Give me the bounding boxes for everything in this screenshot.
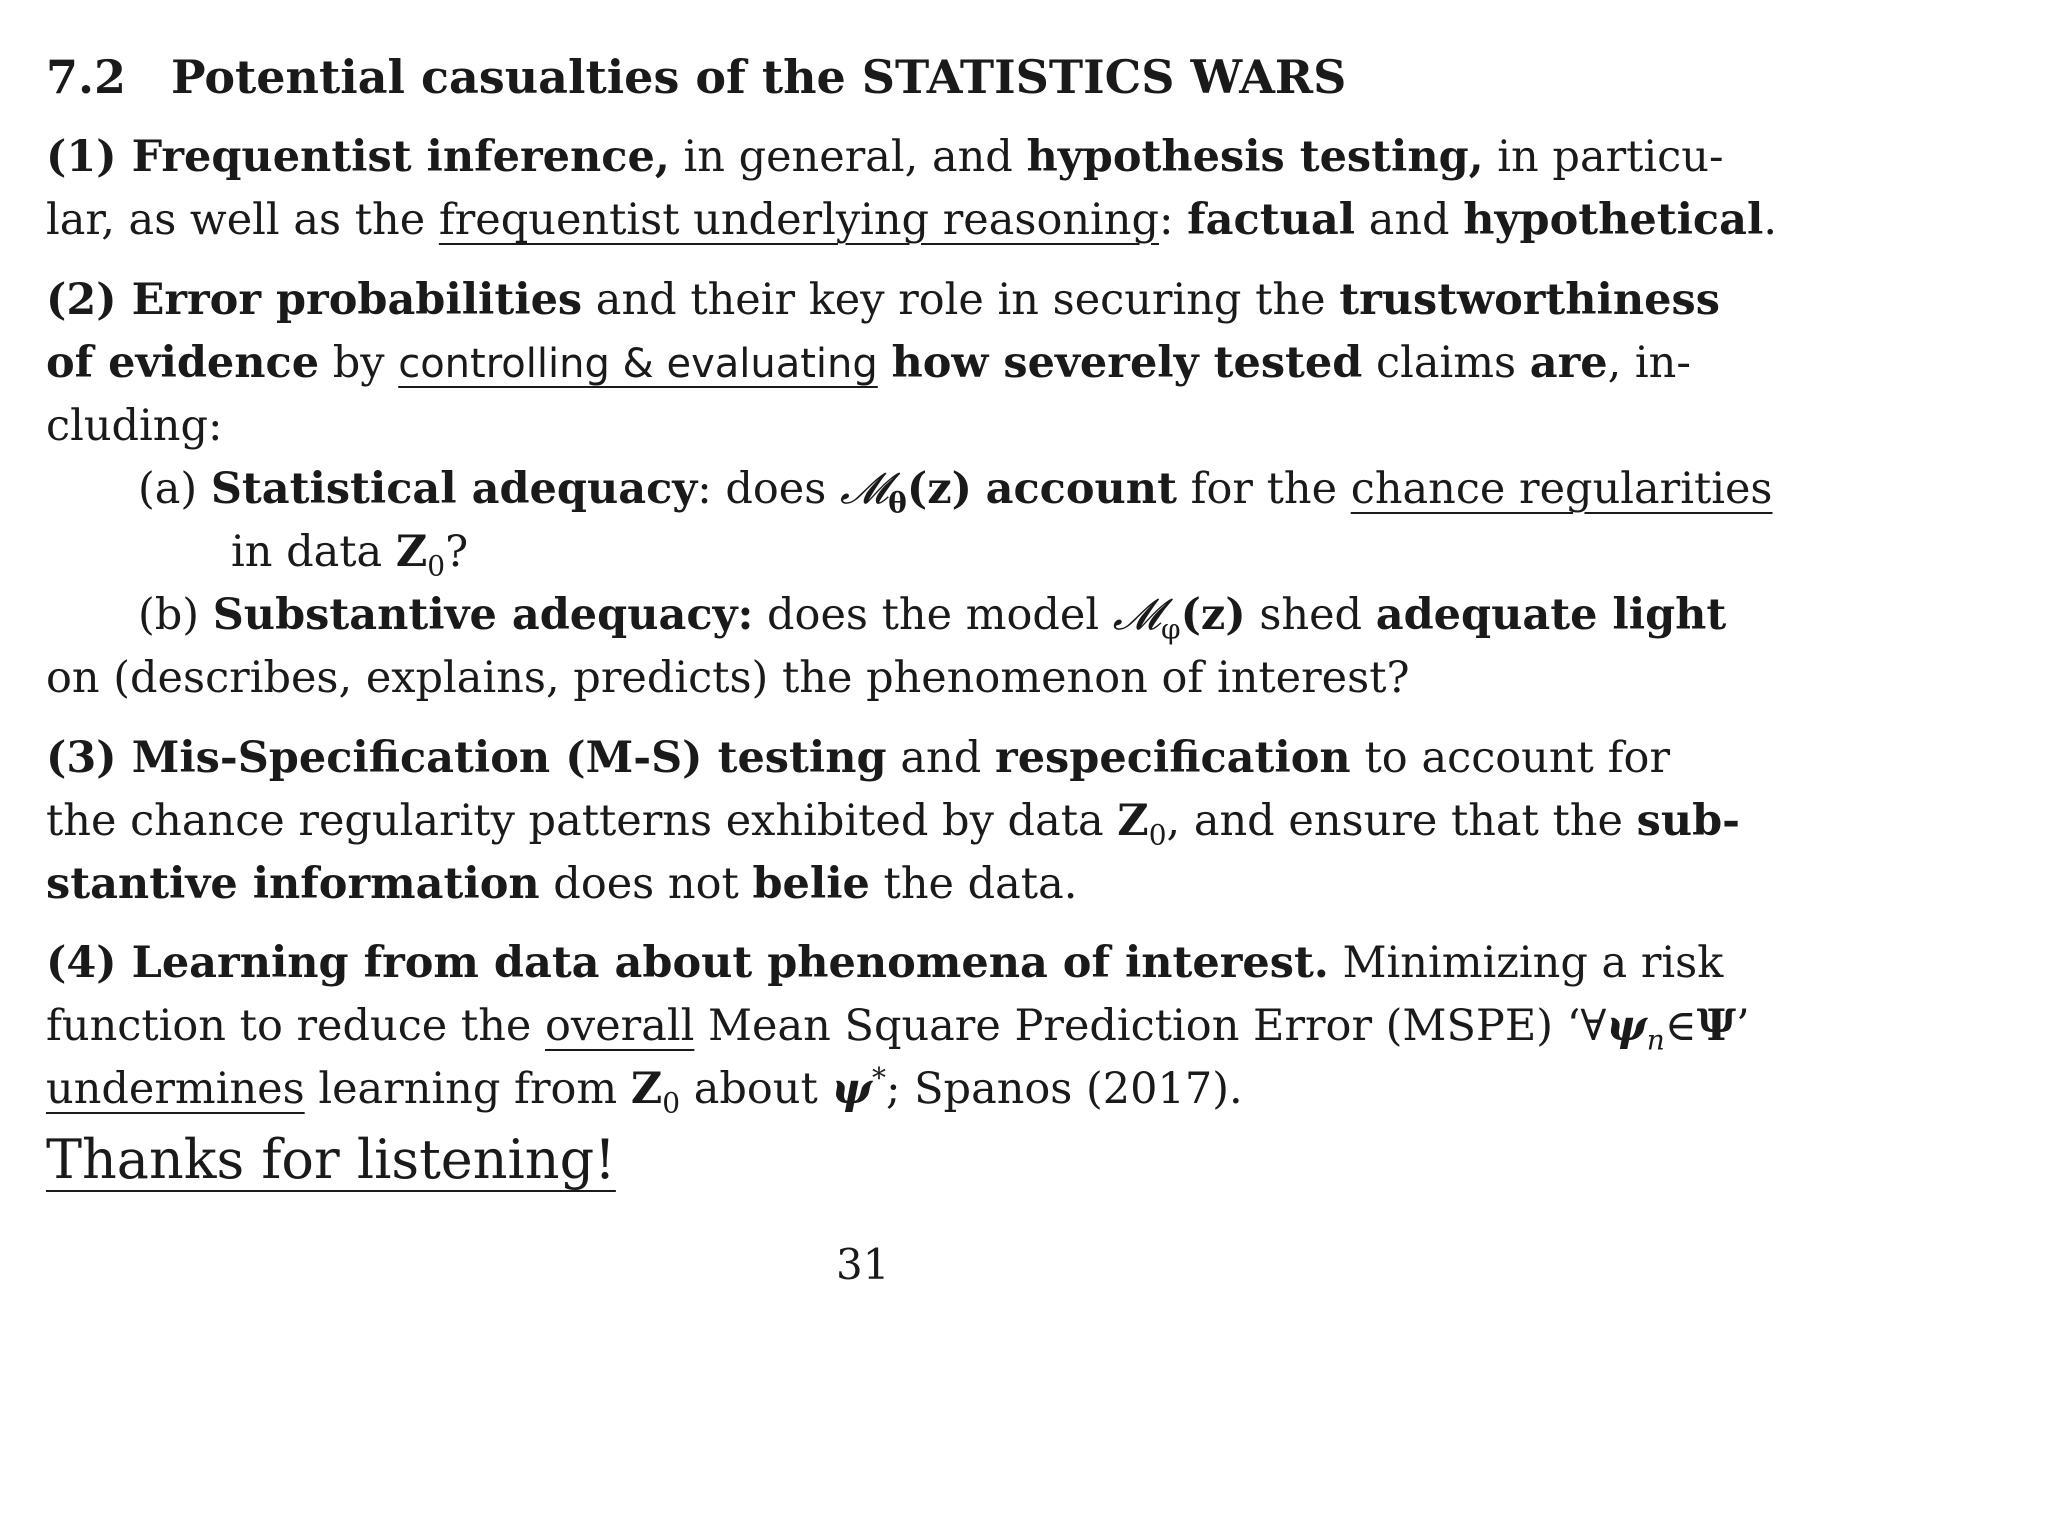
item-3-line-2 (46, 790, 1740, 853)
model-argument: (z) (906, 464, 972, 514)
superscript-star: * (871, 1061, 886, 1095)
text: , in- (1607, 338, 1691, 388)
text: about (680, 1064, 832, 1114)
text: in data (231, 527, 396, 577)
text: and (886, 733, 996, 783)
section-title: Potential casualties of the STATISTICS WARS (171, 50, 1347, 104)
text: function to reduce the (46, 1001, 546, 1051)
term-of-evidence: of evidence (46, 338, 320, 388)
subscript-zero: 0 (1148, 818, 1167, 852)
item-2b-line-2 (46, 647, 1773, 710)
item-2a (46, 458, 1773, 521)
term-how-severely-tested: how severely tested (891, 338, 1363, 388)
text: for the (1176, 464, 1351, 514)
underlined-overall: overall (545, 1001, 695, 1051)
term-frequentist-inference: (1) Frequentist inference, (46, 132, 670, 182)
item-1-line-2 (46, 189, 1777, 252)
text: on (describes, explains, predicts) the phenomenon of interest? (46, 653, 1410, 703)
item-2b (46, 584, 1727, 647)
term-hypothetical: hypothetical (1463, 195, 1764, 245)
text: : (1159, 195, 1188, 245)
term-are: are (1529, 338, 1608, 388)
text: (a) (138, 464, 211, 514)
term-adequate-light: adequate light (1375, 590, 1727, 640)
item-1 (46, 126, 1777, 252)
text: the data. (869, 859, 1078, 909)
term-respecification: respecification (995, 733, 1351, 783)
psi-symbol: ψ (1606, 1001, 1647, 1051)
item-4-line-3 (46, 1058, 1670, 1121)
item-1-line-1 (46, 126, 1724, 189)
term-belie: belie (752, 859, 870, 909)
item-4 (46, 932, 1750, 1121)
text: shed (1245, 590, 1376, 640)
term-statistical-adequacy: Statistical adequacy (210, 464, 698, 514)
item-2-line-2 (46, 332, 1691, 395)
term-substantive-information: stantive information (46, 859, 540, 909)
section-number: 7.2 (46, 50, 127, 104)
item-2-line-3 (46, 395, 1773, 458)
text: Minimizing a risk (1328, 938, 1724, 988)
text: ∈ (1664, 1001, 1697, 1051)
underlined-undermines: undermines (46, 1064, 305, 1114)
text: and (1355, 195, 1464, 245)
text: by (319, 338, 399, 388)
item-4-line-2 (46, 995, 1750, 1058)
subscript-zero: 0 (662, 1086, 681, 1120)
subscript-theta: θ (888, 486, 907, 520)
data-symbol: Z (1117, 796, 1149, 846)
subscript-n: n (1646, 1023, 1665, 1057)
term-error-probabilities: (2) Error probabilities (46, 275, 583, 325)
data-symbol: Z (395, 527, 428, 577)
item-3-line-1 (46, 727, 1670, 790)
thanks-message: Thanks for listening! (46, 1128, 616, 1191)
text (878, 338, 892, 388)
underlined-chance-regularities: chance regularities (1350, 464, 1773, 514)
text: does the model (753, 590, 1113, 640)
data-symbol: Z (630, 1064, 663, 1114)
term-trustworthiness: trustworthiness (1339, 275, 1720, 325)
item-3-line-3 (46, 853, 1670, 916)
item-2-line-1 (46, 269, 1720, 332)
text: learning from (304, 1064, 631, 1114)
text: , and ensure that the (1166, 796, 1637, 846)
subscript-phi: φ (1160, 612, 1181, 646)
text: lar, as well as the (46, 195, 439, 245)
subscript-zero: 0 (427, 549, 446, 583)
text: cluding: (46, 401, 223, 451)
text: to account for (1350, 733, 1670, 783)
text: (b) (138, 590, 213, 640)
model-symbol: 𝓜 (1112, 590, 1161, 640)
term-substantive-adequacy: Substantive adequacy: (212, 590, 754, 640)
term-substantive: sub- (1636, 796, 1740, 846)
section-heading (46, 50, 1346, 104)
item-2 (46, 269, 1773, 710)
text: ; Spanos (2017). (885, 1064, 1243, 1114)
model-symbol: 𝓜 (840, 464, 889, 514)
parameter-space-symbol: Ψ (1696, 1001, 1736, 1051)
text: Mean Square Prediction Error (MSPE) ‘∀ (694, 1001, 1607, 1051)
text: : does (697, 464, 840, 514)
term-ms-testing: (3) Mis-Specification (M-S) testing (46, 733, 887, 783)
text: ’ (1735, 1001, 1750, 1051)
model-argument: (z) (1180, 590, 1246, 640)
underlined-reasoning: frequentist underlying reasoning (438, 195, 1160, 245)
term-account: account (985, 464, 1177, 514)
text: . (1763, 195, 1777, 245)
item-4-line-1 (46, 932, 1724, 995)
text: in general, and (669, 132, 1027, 182)
term-factual: factual (1187, 195, 1356, 245)
term-hypothesis-testing: hypothesis testing, (1026, 132, 1484, 182)
term-learning-from-data: (4) Learning from data about phenomena of interest. (46, 938, 1329, 988)
text: in particu- (1483, 132, 1724, 182)
page-number: 31 (836, 1240, 890, 1289)
text: ? (445, 527, 469, 577)
text (972, 464, 986, 514)
text: claims (1362, 338, 1530, 388)
underlined-controlling-evaluating: controlling & evaluating (398, 341, 878, 387)
text: and their key role in securing the (582, 275, 1340, 325)
item-3 (46, 727, 1740, 916)
psi-symbol: ψ (831, 1064, 872, 1114)
text: the chance regularity patterns exhibited by data (46, 796, 1118, 846)
text: does not (539, 859, 753, 909)
item-2a-line-2 (46, 521, 1773, 584)
